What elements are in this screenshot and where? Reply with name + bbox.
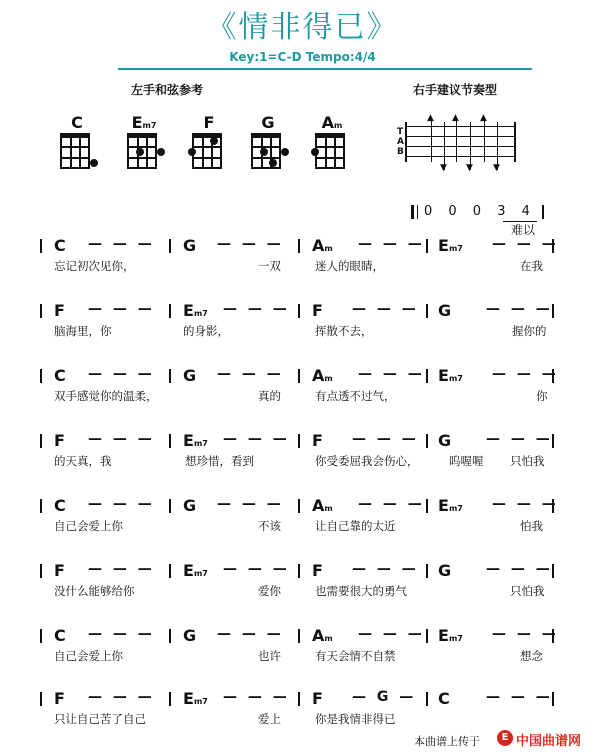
lyric-text: 挥散不去， bbox=[315, 324, 373, 338]
chord-name: F bbox=[203, 113, 215, 132]
beat-dashes: — — — bbox=[486, 431, 553, 447]
beat-dashes: — — — bbox=[88, 626, 155, 642]
beat-dashes: — — — bbox=[486, 689, 553, 705]
right-hand-label: 右手建议节奏型 bbox=[413, 83, 498, 97]
chord-name: G bbox=[261, 113, 275, 132]
chord-symbol: C bbox=[438, 689, 450, 708]
lyric-text: 在我 bbox=[520, 259, 543, 273]
beat-dashes: — — — bbox=[217, 236, 284, 252]
beat-dashes: — — — bbox=[492, 236, 559, 252]
song-title: 《情非得已》 bbox=[206, 10, 399, 45]
lyric-text: 真的 bbox=[258, 389, 281, 403]
barline bbox=[426, 499, 428, 513]
beat-dashes: — — — bbox=[352, 301, 419, 317]
lyric-text: 让自己靠的太近 bbox=[315, 519, 396, 533]
chord-row bbox=[0, 496, 605, 556]
tab-letter: B bbox=[397, 147, 404, 157]
strum-stem bbox=[456, 118, 457, 162]
barline bbox=[40, 369, 42, 383]
chord-symbol: Am bbox=[312, 366, 333, 385]
left-hand-label: 左手和弦参考 bbox=[131, 83, 204, 97]
lyric-text: 只怕我 bbox=[510, 584, 545, 598]
chord-row bbox=[0, 626, 605, 686]
tab-letter: T bbox=[397, 127, 404, 137]
lyric-text: 一双 bbox=[258, 259, 281, 273]
barline bbox=[40, 499, 42, 513]
beat-dashes: — — — bbox=[352, 561, 419, 577]
barline bbox=[426, 304, 428, 318]
chord-symbol: G bbox=[183, 496, 197, 515]
barline bbox=[40, 629, 42, 643]
lyric-text: 你是我情非得已 bbox=[315, 712, 396, 726]
up-arrow-icon: ▲ bbox=[427, 113, 434, 123]
barline bbox=[169, 304, 171, 318]
barline bbox=[298, 239, 300, 253]
chord-symbol: C bbox=[54, 626, 66, 645]
finger-dot bbox=[90, 159, 98, 167]
beat-dashes: — — — bbox=[223, 431, 290, 447]
chord-symbol: F bbox=[54, 301, 65, 320]
lyric-text: 迷人的眼睛， bbox=[315, 259, 384, 273]
end-barline bbox=[542, 205, 544, 219]
lyric-text: 只让自己苦了自己 bbox=[54, 712, 146, 726]
lyric-text: 你 bbox=[536, 389, 548, 403]
fretboard bbox=[60, 133, 90, 169]
chord-symbol: Em7 bbox=[438, 626, 463, 645]
rhythm-pattern bbox=[396, 112, 516, 182]
site-logo[interactable] bbox=[497, 729, 603, 747]
finger-dot bbox=[210, 137, 218, 145]
chord-symbol: Am bbox=[312, 236, 333, 255]
beat-dashes: — — — bbox=[88, 301, 155, 317]
down-arrow-icon: ▼ bbox=[440, 163, 447, 173]
chord-symbol: Am bbox=[312, 626, 333, 645]
chord-row bbox=[0, 366, 605, 426]
beat-dashes: — — — bbox=[492, 626, 559, 642]
beat-dashes: — — — bbox=[88, 236, 155, 252]
beat-dashes: — — — bbox=[88, 431, 155, 447]
barline bbox=[169, 499, 171, 513]
barline bbox=[298, 369, 300, 383]
lyric-text: 你受委屈我会伤心， bbox=[315, 454, 419, 468]
chord-row bbox=[0, 236, 605, 296]
chord-symbol: F bbox=[312, 689, 323, 708]
chord-name: Em7 bbox=[131, 113, 157, 132]
chord-symbol: G bbox=[183, 236, 197, 255]
barline bbox=[298, 499, 300, 513]
beat-dashes: — — — bbox=[358, 366, 425, 382]
barline bbox=[40, 239, 42, 253]
barline bbox=[426, 434, 428, 448]
barline bbox=[298, 304, 300, 318]
beat-dashes: — — — bbox=[223, 689, 290, 705]
up-arrow-icon: ▲ bbox=[480, 113, 487, 123]
intro-notes: 0 0 0 3 4 bbox=[424, 204, 536, 219]
lyric-text: 自己会爱上你 bbox=[54, 649, 123, 663]
chord-symbol: F bbox=[312, 301, 323, 320]
beat-dashes: — — — bbox=[358, 236, 425, 252]
lyric-text: 握你的 bbox=[512, 324, 547, 338]
chord-symbol: Em7 bbox=[438, 496, 463, 515]
barline bbox=[426, 564, 428, 578]
lyric-text: 没什么能够给你 bbox=[54, 584, 135, 598]
chord-symbol: F bbox=[54, 689, 65, 708]
chord-symbol: Am bbox=[312, 496, 333, 515]
finger-dot bbox=[311, 148, 319, 156]
strum-stem bbox=[431, 118, 432, 162]
beat-dashes: — — — bbox=[88, 561, 155, 577]
beat-dashes: — — — bbox=[217, 366, 284, 382]
lyric-text: 脑海里，你 bbox=[54, 324, 112, 338]
logo-icon: E bbox=[497, 730, 513, 746]
barline bbox=[40, 304, 42, 318]
lyric-text: 爱你 bbox=[258, 584, 281, 598]
upload-note: 本曲谱上传于 bbox=[414, 735, 480, 748]
fretboard bbox=[315, 133, 345, 169]
lyric-text: 怕我 bbox=[520, 519, 543, 533]
logo-text: 中国曲谱网 bbox=[516, 734, 582, 749]
beat-dashes: — — — bbox=[492, 496, 559, 512]
barline bbox=[426, 239, 428, 253]
lyric-text: 不该 bbox=[258, 519, 281, 533]
lyric-text: 呜喔喔 bbox=[449, 454, 484, 468]
intro-lyric: 难以 bbox=[511, 223, 536, 237]
beat-dashes: — — — bbox=[358, 626, 425, 642]
chord-symbol: Em7 bbox=[183, 431, 208, 450]
lyric-text: 爱上 bbox=[258, 712, 281, 726]
barline bbox=[426, 369, 428, 383]
lyric-text: 也许 bbox=[258, 649, 281, 663]
beat-dashes: — G — bbox=[352, 689, 417, 705]
chord-symbol: C bbox=[54, 236, 66, 255]
strum-stem bbox=[484, 118, 485, 162]
barline bbox=[40, 434, 42, 448]
beat-dashes: — — — bbox=[492, 366, 559, 382]
chord-diagram-g bbox=[248, 113, 288, 175]
chord-symbol: Em7 bbox=[183, 301, 208, 320]
barline bbox=[298, 629, 300, 643]
beat-dashes: — — — bbox=[358, 496, 425, 512]
chord-diagram-f bbox=[189, 113, 229, 175]
lyric-text: 自己会爱上你 bbox=[54, 519, 123, 533]
barline bbox=[169, 239, 171, 253]
finger-dot bbox=[188, 148, 196, 156]
title-divider bbox=[118, 68, 532, 70]
beat-dashes: — — — bbox=[88, 496, 155, 512]
barline bbox=[40, 692, 42, 706]
start-barline bbox=[405, 122, 407, 162]
chord-symbol: G bbox=[438, 431, 452, 450]
barline bbox=[169, 564, 171, 578]
lyric-text: 想珍惜，看到 bbox=[185, 454, 254, 468]
finger-dot bbox=[136, 148, 144, 156]
chord-symbol: F bbox=[54, 431, 65, 450]
end-barline bbox=[514, 122, 516, 162]
beat-dashes: — — — bbox=[88, 366, 155, 382]
lyric-text: 有点透不过气， bbox=[315, 389, 396, 403]
lyric-text: 的天真，我 bbox=[54, 454, 112, 468]
barline bbox=[298, 564, 300, 578]
chord-symbol: G bbox=[183, 366, 197, 385]
beat-dashes: — — — bbox=[223, 561, 290, 577]
barline bbox=[169, 629, 171, 643]
chord-symbol: G bbox=[438, 301, 452, 320]
chord-symbol: F bbox=[312, 561, 323, 580]
chord-symbol: C bbox=[54, 496, 66, 515]
barline bbox=[298, 692, 300, 706]
chord-symbol: G bbox=[183, 626, 197, 645]
chord-row bbox=[0, 431, 605, 491]
chord-symbol: Em7 bbox=[438, 236, 463, 255]
up-arrow-icon: ▲ bbox=[452, 113, 459, 123]
tab-letter: A bbox=[397, 137, 404, 147]
lyric-text: 有天会情不自禁 bbox=[315, 649, 396, 663]
chord-name: Am bbox=[321, 113, 343, 132]
barline bbox=[169, 434, 171, 448]
finger-dot bbox=[269, 159, 277, 167]
barline bbox=[169, 369, 171, 383]
beat-dashes: — — — bbox=[217, 626, 284, 642]
chord-symbol: Em7 bbox=[183, 561, 208, 580]
chord-symbol: C bbox=[54, 366, 66, 385]
lyric-text: 想念 bbox=[520, 649, 543, 663]
lyric-text: 也需要很大的勇气 bbox=[315, 584, 407, 598]
finger-dot bbox=[260, 148, 268, 156]
chord-symbol: G bbox=[438, 561, 452, 580]
barline bbox=[40, 564, 42, 578]
beat-dashes: — — — bbox=[88, 689, 155, 705]
chord-symbol: Em7 bbox=[183, 689, 208, 708]
chord-diagram-c bbox=[57, 113, 97, 175]
chord-symbol: Em7 bbox=[438, 366, 463, 385]
lyric-text: 忘记初次见你， bbox=[54, 259, 135, 273]
beat-dashes: — — — bbox=[486, 301, 553, 317]
barline bbox=[426, 629, 428, 643]
barline bbox=[298, 434, 300, 448]
chord-diagram-em7 bbox=[124, 113, 164, 175]
beat-dashes: — — — bbox=[217, 496, 284, 512]
chord-row bbox=[0, 301, 605, 361]
repeat-barline bbox=[411, 205, 418, 219]
chord-row bbox=[0, 561, 605, 621]
lyric-text: 只怕我 bbox=[510, 454, 545, 468]
chord-name: C bbox=[71, 113, 83, 132]
down-arrow-icon: ▼ bbox=[466, 163, 473, 173]
chord-symbol: F bbox=[312, 431, 323, 450]
beat-dashes: — — — bbox=[223, 301, 290, 317]
barline bbox=[426, 692, 428, 706]
barline bbox=[169, 692, 171, 706]
lyric-text: 双手感觉你的温柔， bbox=[54, 389, 158, 403]
lyric-text: 的身影， bbox=[183, 324, 229, 338]
chord-diagram-am bbox=[312, 113, 352, 175]
key-tempo: Key:1=C-D Tempo:4/4 bbox=[229, 50, 376, 64]
chord-symbol: F bbox=[54, 561, 65, 580]
beat-dashes: — — — bbox=[352, 431, 419, 447]
finger-dot bbox=[157, 148, 165, 156]
beat-dashes: — — — bbox=[486, 561, 553, 577]
finger-dot bbox=[281, 148, 289, 156]
down-arrow-icon: ▼ bbox=[493, 163, 500, 173]
